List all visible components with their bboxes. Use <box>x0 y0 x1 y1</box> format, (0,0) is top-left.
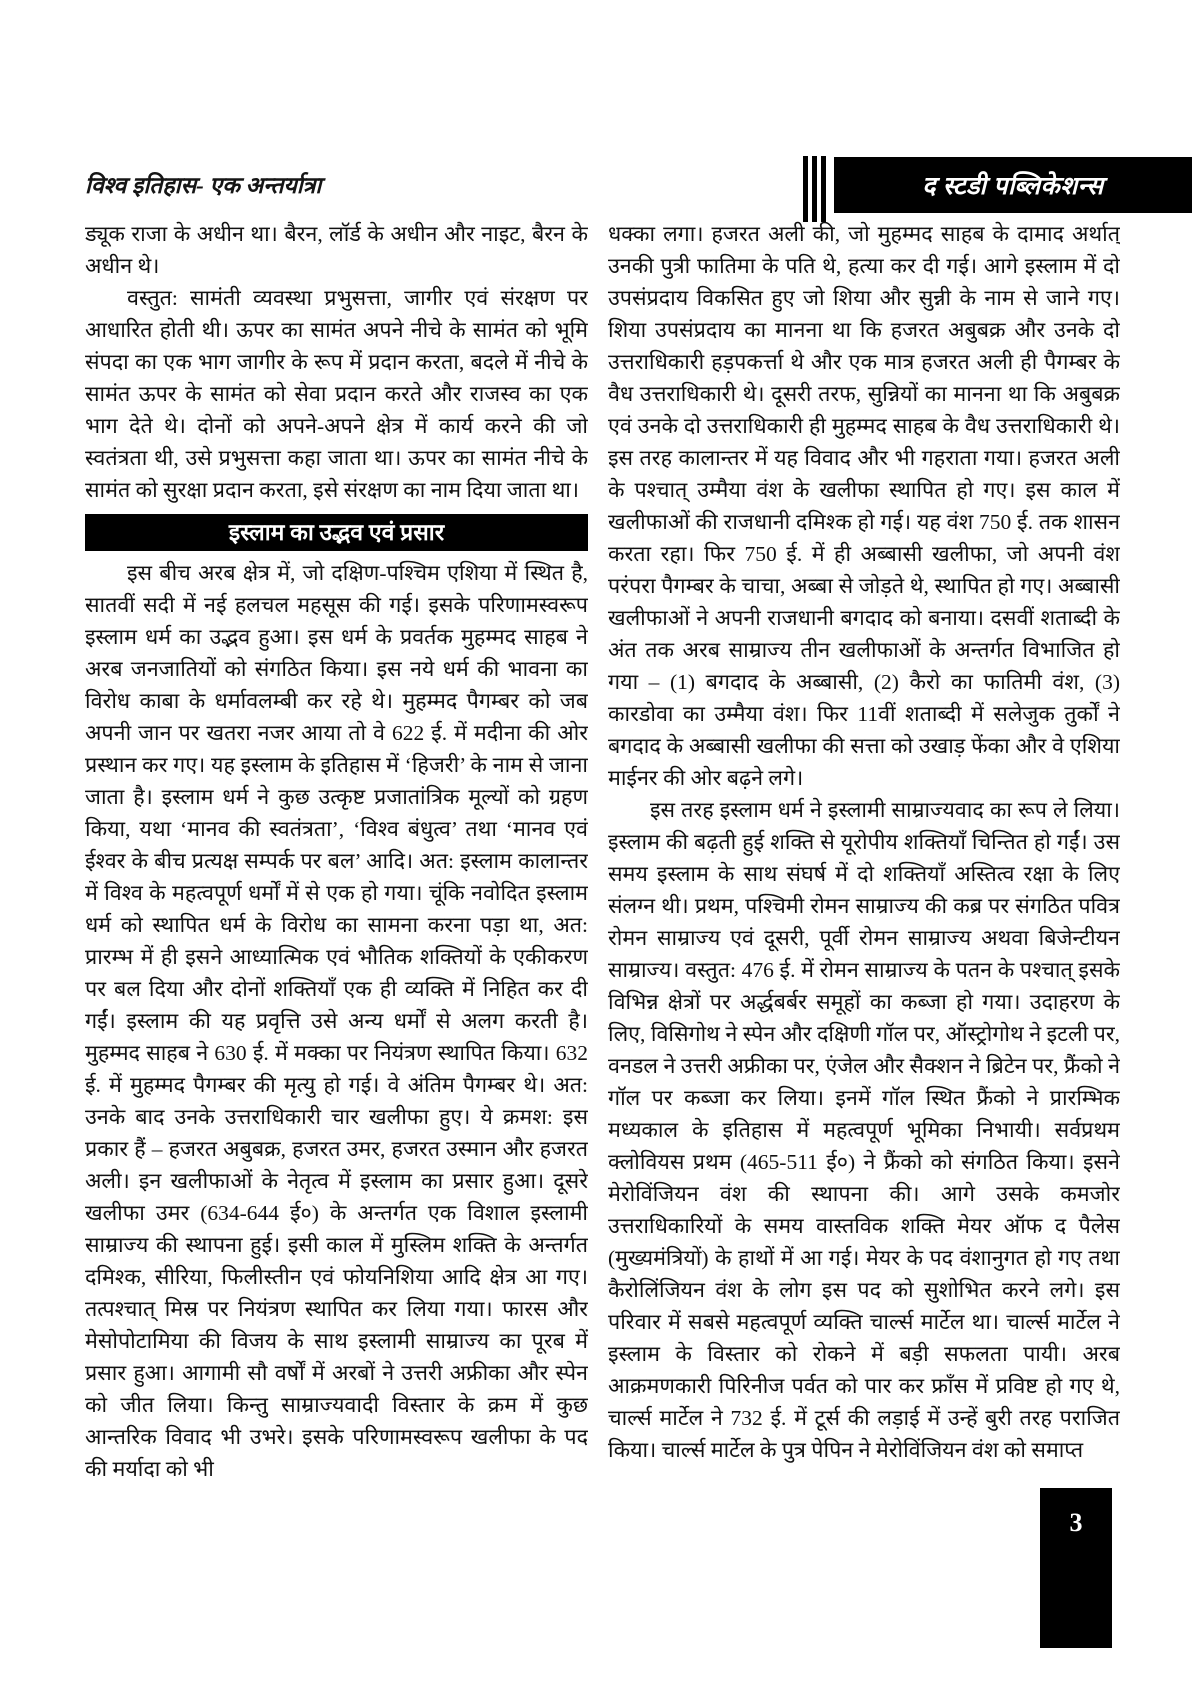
stripe-bar <box>812 156 817 222</box>
paragraph-islamic-imperialism: इस तरह इस्लाम धर्म ने इस्लामी साम्राज्यवाद का रूप ले लिया। इस्लाम की बढ़ती हुई शक्ति से यूरोपीय शक्तियाँ चिन्तित हो गईं। उस समय इस्लाम के साथ संघर्ष में दो शक्तियाँ अस्तित्व रक्षा के लिए संलग्न थी। प्रथम, पश्चिमी रोमन साम्राज्य की कब्र पर संगठित पवित्र रोमन साम्राज्य एवं दूसरी, पूर्वी रोमन साम्राज्य अथवा बिजेन्टीयन साम्राज्य। वस्तुत: 476 ई. में रोमन साम्राज्य के पतन के पश्चात् इसके विभिन्न क्षेत्रों पर अर्द्धबर्बर समूहों का कब्जा हो गया। उदाहरण के लिए, विसिगोथ ने स्पेन और दक्षिणी गॉल पर, ऑस्ट्रोगोथ ने इटली पर, वनडल ने उत्तरी अफ्रीका पर, एंजेल और सैक्शन ने ब्रिटेन पर, फ्रैंको ने गॉल पर कब्जा कर लिया। इनमें गॉल स्थित फ्रैंको ने प्रारम्भिक मध्यकाल के इतिहास में महत्वपूर्ण भूमिका निभायी। सर्वप्रथम क्लोवियस प्रथम (465-511 ई०) ने फ्रैंको को संगठित किया। इसने मेरोविंजियन वंश की स्थापना की। आगे उसके कमजोर उत्तराधिकारियों के समय वास्तविक शक्ति मेयर ऑफ द पैलेस (मुख्यमंत्रियों) के हाथों में आ गई। मेयर के पद वंशानुगत हो गए तथा कैरोलिंजियन वंश के लोग इस पद को सुशोभित करने लगे। इस परिवार में सबसे महत्वपूर्ण व्यक्ति चार्ल्स मार्टेल था। चार्ल्स मार्टेल ने इस्लाम के विस्तार को रोकने में बड़ी सफलता पायी। अरब आक्रमणकारी पिरिनीज पर्वत को पार कर फ्राँस में प्रविष्ट हो गए थे, चार्ल्स मार्टेल ने 732 ई. में टूर्स की लड़ाई में उन्हें बुरी तरह पराजित किया। चार्ल्स मार्टेल के पुत्र पेपिन ने मेरोविंजियन वंश को समाप्त <box>608 798 1120 1462</box>
publisher-name: द स्टडी पब्लिकेशन्स <box>922 173 1104 200</box>
section-heading-islam: इस्लाम का उद्भव एवं प्रसार <box>85 514 588 551</box>
paragraph-feudal-system: वस्तुत: सामंती व्यवस्था प्रभुसत्ता, जागीर एवं संरक्षण पर आधारित होती थी। ऊपर का सामंत अपने नीचे के सामंत को भूमि संपदा का एक भाग जागीर के रूप में प्रदान करता, बदले में नीचे के सामंत ऊपर के सामंत को सेवा प्रदान करते और राजस्व का एक भाग देते थे। दोनों को अपने-अपने क्षेत्र में कार्य करने की जो स्वतंत्रता थी, उसे प्रभुसत्ता कहा जाता था। ऊपर का सामंत नीचे के सामंत को सुरक्षा प्रदान करता, इसे संरक्षण का नाम दिया जाता था। <box>85 286 588 502</box>
left-column <box>85 218 588 1508</box>
paragraph-islam-origin: इस बीच अरब क्षेत्र में, जो दक्षिण-पश्चिम एशिया में स्थित है, सातवीं सदी में नई हलचल महसूस की गई। इसके परिणामस्वरूप इस्लाम धर्म का उद्भव हुआ। इस धर्म के प्रवर्तक मुहम्मद साहब ने अरब जनजातियों को संगठित किया। इस नये धर्म की भावना का विरोध काबा के धर्मावलम्बी कर रहे थे। मुहम्मद पैगम्बर को जब अपनी जान पर खतरा नजर आया तो वे 622 ई. में मदीना की ओर प्रस्थान कर गए। यह इस्लाम के इतिहास में ‘हिजरी’ के नाम से जाना जाता है। इस्लाम धर्म ने कुछ उत्कृष्ट प्रजातांत्रिक मूल्यों को ग्रहण किया, यथा ‘मानव की स्वतंत्रता’, ‘विश्व बंधुत्व’ तथा ‘मानव एवं ईश्वर के बीच प्रत्यक्ष सम्पर्क पर बल’ आदि। अत: इस्लाम कालान्तर में विश्व के महत्वपूर्ण धर्मों में से एक हो गया। चूंकि नवोदित इस्लाम धर्म को स्थापित धर्म के विरोध का सामना करना पड़ा था, अत: प्रारम्भ में ही इसने आध्यात्मिक एवं भौतिक शक्तियों के एकीकरण पर बल दिया और दोनों शक्तियाँ एक ही व्यक्ति में निहित कर दी गईं। इस्लाम की यह प्रवृत्ति उसे अन्य धर्मों से अलग करती है। मुहम्मद साहब ने 630 ई. में मक्का पर नियंत्रण स्थापित किया। 632 ई. में मुहम्मद पैगम्बर की मृत्यु हो गई। वे अंतिम पैगम्बर थे। अत: उनके बाद उनके उत्तराधिकारी चार खलीफा हुए। ये क्रमश: इस प्रकार हैं – हजरत अबुबक्र, हजरत उमर, हजरत उस्मान और हजरत अली। इन खलीफाओं के नेतृत्व में इस्लाम का प्रसार हुआ। दूसरे खलीफा उमर (634-644 ई०) के अन्तर्गत एक विशाल इस्लामी साम्राज्य की स्थापना हुई। इसी काल में मुस्लिम शक्ति के अन्तर्गत दमिश्क, सीरिया, फिलीस्तीन एवं फोयनिशिया आदि क्षेत्र आ गए। तत्पश्चात् मिस्र पर नियंत्रण स्थापित कर लिया गया। फारस और मेसोपोटामिया की विजय के साथ इस्लामी साम्राज्य का पूरब में प्रसार हुआ। आगामी सौ वर्षों में अरबों ने उत्तरी अफ्रीका और स्पेन को जीत लिया। किन्तु साम्राज्यवादी विस्तार के क्रम में कुछ आन्तरिक विवाद भी उभरे। इसके परिणामस्वरूप खलीफा के पद की मर्यादा को भी <box>85 561 588 1481</box>
paragraph-feudal-continuation: ड्यूक राजा के अधीन था। बैरन, लॉर्ड के अधीन और नाइट, बैरन के अधीन थे। <box>85 222 588 278</box>
right-column <box>608 218 1120 1508</box>
page-number-block <box>1040 1488 1112 1648</box>
header-stripes-decoration <box>803 156 826 222</box>
paragraph-caliphate-continuation: धक्का लगा। हजरत अली की, जो मुहम्मद साहब के दामाद अर्थात् उनकी पुत्री फातिमा के पति थे, हत्या कर दी गई। आगे इस्लाम में दो उपसंप्रदाय विकसित हुए जो शिया और सुन्नी के नाम से जाने गए। शिया उपसंप्रदाय का मानना था कि हजरत अबुबक्र और उनके दो उत्तराधिकारी हड़पकर्त्ता थे और एक मात्र हजरत अली ही पैगम्बर के वैध उत्तराधिकारी थे। दूसरी तरफ, सुन्नियों का मानना था कि अबुबक्र एवं उनके दो उत्तराधिकारी ही मुहम्मद साहब के वैध उत्तराधिकारी थे। इस तरह कालान्तर में यह विवाद और भी गहराता गया। हजरत अली के पश्चात् उम्मैया वंश के खलीफा स्थापित हो गए। इस काल में खलीफाओं की राजधानी दमिश्क हो गई। यह वंश 750 ई. तक शासन करता रहा। फिर 750 ई. में ही अब्बासी खलीफा, जो अपनी वंश परंपरा पैगम्बर के चाचा, अब्बा से जोड़ते थे, स्थापित हो गए। अब्बासी खलीफाओं ने अपनी राजधानी बगदाद को बनाया। दसवीं शताब्दी के अंत तक अरब साम्राज्य तीन खलीफाओं के अन्तर्गत विभाजित हो गया – (1) बगदाद के अब्बासी, (2) कैरो का फातिमी वंश, (3) कारडोवा का उम्मैया वंश। फिर 11वीं शताब्दी में सलेजुक तुर्कों ने बगदाद के अब्बासी खलीफा की सत्ता को उखाड़ फेंका और वे एशिया माईनर की ओर बढ़ने लगे। <box>608 222 1120 790</box>
page-number: 3 <box>1069 1508 1083 1537</box>
stripe-bar <box>803 156 808 222</box>
book-title: विश्व इतिहास- एक अन्तर्यात्रा <box>85 173 322 198</box>
publisher-banner <box>834 157 1192 213</box>
stripe-bar <box>821 156 826 222</box>
page-body <box>85 218 1120 1508</box>
